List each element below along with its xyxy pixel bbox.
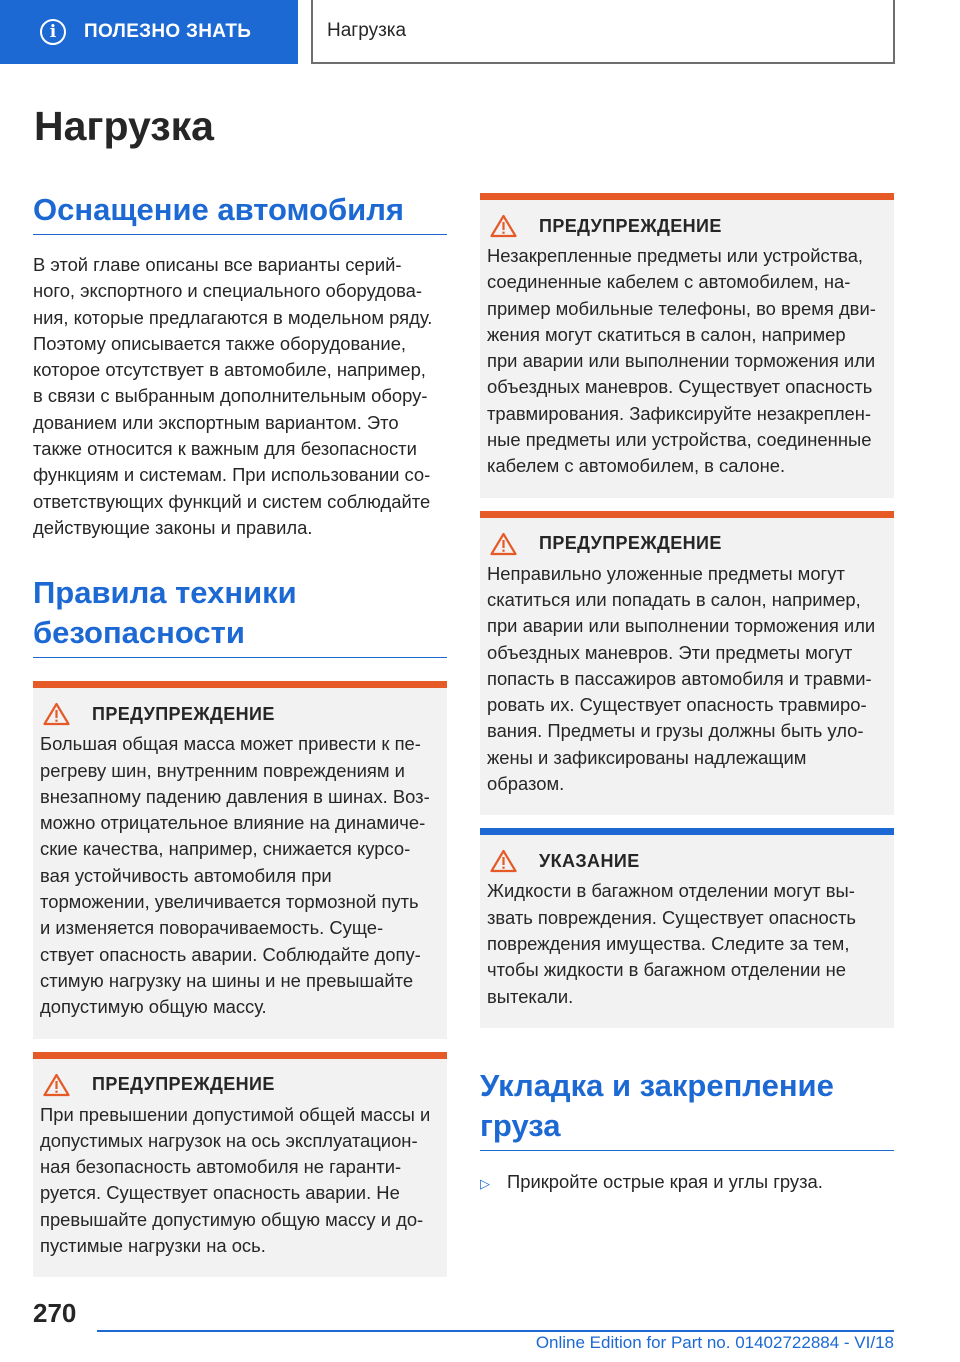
text-line: вая устойчивость автомобиля при: [40, 864, 332, 886]
warning-header: [487, 532, 886, 556]
text-line: и изменяется поворачиваемость. Суще-: [40, 917, 384, 939]
text-line: можно отрицательное влияние на динамиче-: [40, 812, 426, 834]
page-title: Нагрузка: [34, 103, 214, 149]
text-line: ствует опасность аварии. Соблюдайте допу-: [40, 943, 421, 965]
triangle-right-icon: ▷: [480, 1175, 490, 1191]
warning-title: ПРЕДУПРЕЖДЕНИЕ: [92, 703, 275, 724]
text-line: ровать их. Существует опасность травмиро-: [487, 694, 867, 716]
warning-triangle-icon: [43, 1073, 70, 1097]
note-text: [487, 878, 886, 1009]
heading-line: Правила техники: [33, 575, 297, 611]
text-line: повреждения имущества. Следите за тем,: [487, 932, 850, 954]
text-line: также относится к важным для безопасности: [33, 438, 417, 460]
text-line: действующие законы и правила.: [33, 516, 313, 538]
warning-box: [480, 511, 894, 816]
header-tab-label: ПОЛЕЗНО ЗНАТЬ: [84, 21, 252, 42]
text-line: допустимую общую массу.: [40, 996, 267, 1018]
heading-line: безопасности: [33, 615, 245, 651]
warning-header: [40, 702, 439, 726]
text-line: функциям и системам. При использовании со-: [33, 464, 431, 486]
right-column: [480, 193, 894, 1197]
text-line: Жидкости в багажном отделении могут вы-: [487, 880, 855, 902]
bullet-text: Прикройте острые края и углы груза.: [507, 1170, 823, 1192]
warning-title: ПРЕДУПРЕЖДЕНИЕ: [539, 533, 722, 554]
warning-text: [487, 243, 886, 480]
text-line: стимую нагрузку на шины и не превышайте: [40, 969, 414, 991]
note-header: [487, 849, 886, 873]
text-line: ния, которые предлагаются в модельном ряду.: [33, 306, 433, 328]
header-section-tab: [311, 0, 895, 64]
text-line: вания. Предметы и грузы должны быть уло-: [487, 720, 864, 742]
text-line: Незакрепленные предметы или устройства,: [487, 245, 864, 266]
warning-text: [40, 1102, 439, 1260]
text-line: В этой главе описаны все варианты серий-: [33, 254, 402, 275]
text-line: пустимые нагрузки на ось.: [40, 1235, 266, 1257]
text-line: чтобы жидкости в багажном отделении не: [487, 959, 847, 981]
heading-line: груза: [480, 1107, 561, 1143]
paragraph-equipment: [33, 252, 447, 541]
text-line: ные предметы или устройства, соединенные: [487, 429, 872, 451]
text-line: превышайте допустимую общую массу и до-: [40, 1208, 424, 1230]
footer-divider: [97, 1330, 894, 1332]
text-line: Неправильно уложенные предметы могут: [487, 562, 845, 584]
heading-line: Укладка и закрепление: [480, 1067, 834, 1103]
warning-text: [487, 561, 886, 798]
text-line: объездных маневров. Существует опасность: [487, 376, 873, 398]
text-line: травмирования. Зафиксируйте незакреплен-: [487, 402, 872, 424]
text-line: При превышении допустимой общей массы и: [40, 1103, 431, 1125]
warning-title: ПРЕДУПРЕЖДЕНИЕ: [92, 1074, 275, 1095]
warning-title: ПРЕДУПРЕЖДЕНИЕ: [539, 215, 722, 236]
note-box: [480, 828, 894, 1027]
text-line: при аварии или выполнении торможения или: [487, 615, 876, 637]
header-section-label: Нагрузка: [327, 20, 407, 41]
warning-header: [487, 214, 886, 238]
text-line: ответствующих функций и систем соблюдайте: [33, 490, 431, 512]
text-line: допустимых нагрузок на ось эксплуатацион-: [40, 1129, 418, 1151]
text-line: в связи с выбранным дополнительным обору-: [33, 385, 428, 407]
text-line: попасть в пассажиров автомобиля и травми-: [487, 667, 872, 689]
warning-text: [40, 731, 439, 1020]
text-line: соединенные кабелем с автомобилем, на-: [487, 271, 851, 293]
warning-triangle-icon: [490, 849, 517, 873]
warning-triangle-icon: [43, 702, 70, 726]
text-line: вытекали.: [487, 985, 574, 1007]
text-line: образом.: [487, 773, 565, 795]
left-column: [33, 190, 447, 1277]
text-line: Поэтому описывается также оборудование,: [33, 332, 407, 354]
text-line: ного, экспортного и специального оборудова-: [33, 280, 423, 302]
warning-box: [33, 681, 447, 1038]
text-line: дованием или экспортным вариантом. Это: [33, 411, 399, 433]
text-line: внезапному падению давления в шинах. Воз-: [40, 785, 430, 807]
heading-equipment: Оснащение автомобиля: [33, 190, 447, 235]
text-line: ские качества, например, снижается курсо-: [40, 838, 411, 860]
text-line: регреву шин, внутренним повреждениям и: [40, 759, 405, 781]
warning-triangle-icon: [490, 532, 517, 556]
text-line: жения могут скатиться в салон, например: [487, 323, 846, 345]
warning-box: [33, 1052, 447, 1278]
footer-edition: Online Edition for Part no. 01402722884 - VI/18: [535, 1333, 894, 1352]
text-line: ная безопасность автомобиля не гаранти-: [40, 1156, 402, 1178]
heading-safety: [33, 573, 447, 658]
warning-box: [480, 193, 894, 498]
text-line: кабелем с автомобилем, в салоне.: [487, 455, 786, 477]
note-title: УКАЗАНИЕ: [539, 850, 640, 871]
list-item: [480, 1169, 894, 1197]
text-line: жены и зафиксированы надлежащим: [487, 746, 807, 768]
header-tab-useful-info: [0, 0, 298, 64]
text-line: Большая общая масса может привести к пе-: [40, 733, 421, 755]
info-circle-icon: i: [40, 19, 66, 45]
text-line: пример мобильные телефоны, во время дви-: [487, 297, 876, 319]
text-line: звать повреждения. Существует опасность: [487, 906, 856, 928]
page-number: 270: [33, 1298, 77, 1328]
text-line: скатиться или попадать в салон, например,: [487, 588, 861, 610]
text-line: при аварии или выполнении торможения или: [487, 350, 876, 372]
warning-header: [40, 1073, 439, 1097]
text-line: объездных маневров. Эти предметы могут: [487, 641, 853, 663]
warning-triangle-icon: [490, 214, 517, 238]
text-line: которое отсутствует в автомобиле, например,: [33, 359, 426, 381]
heading-loading: [480, 1066, 894, 1151]
text-line: торможении, увеличивается тормозной путь: [40, 891, 419, 913]
text-line: руется. Существует опасность аварии. Не: [40, 1182, 400, 1204]
